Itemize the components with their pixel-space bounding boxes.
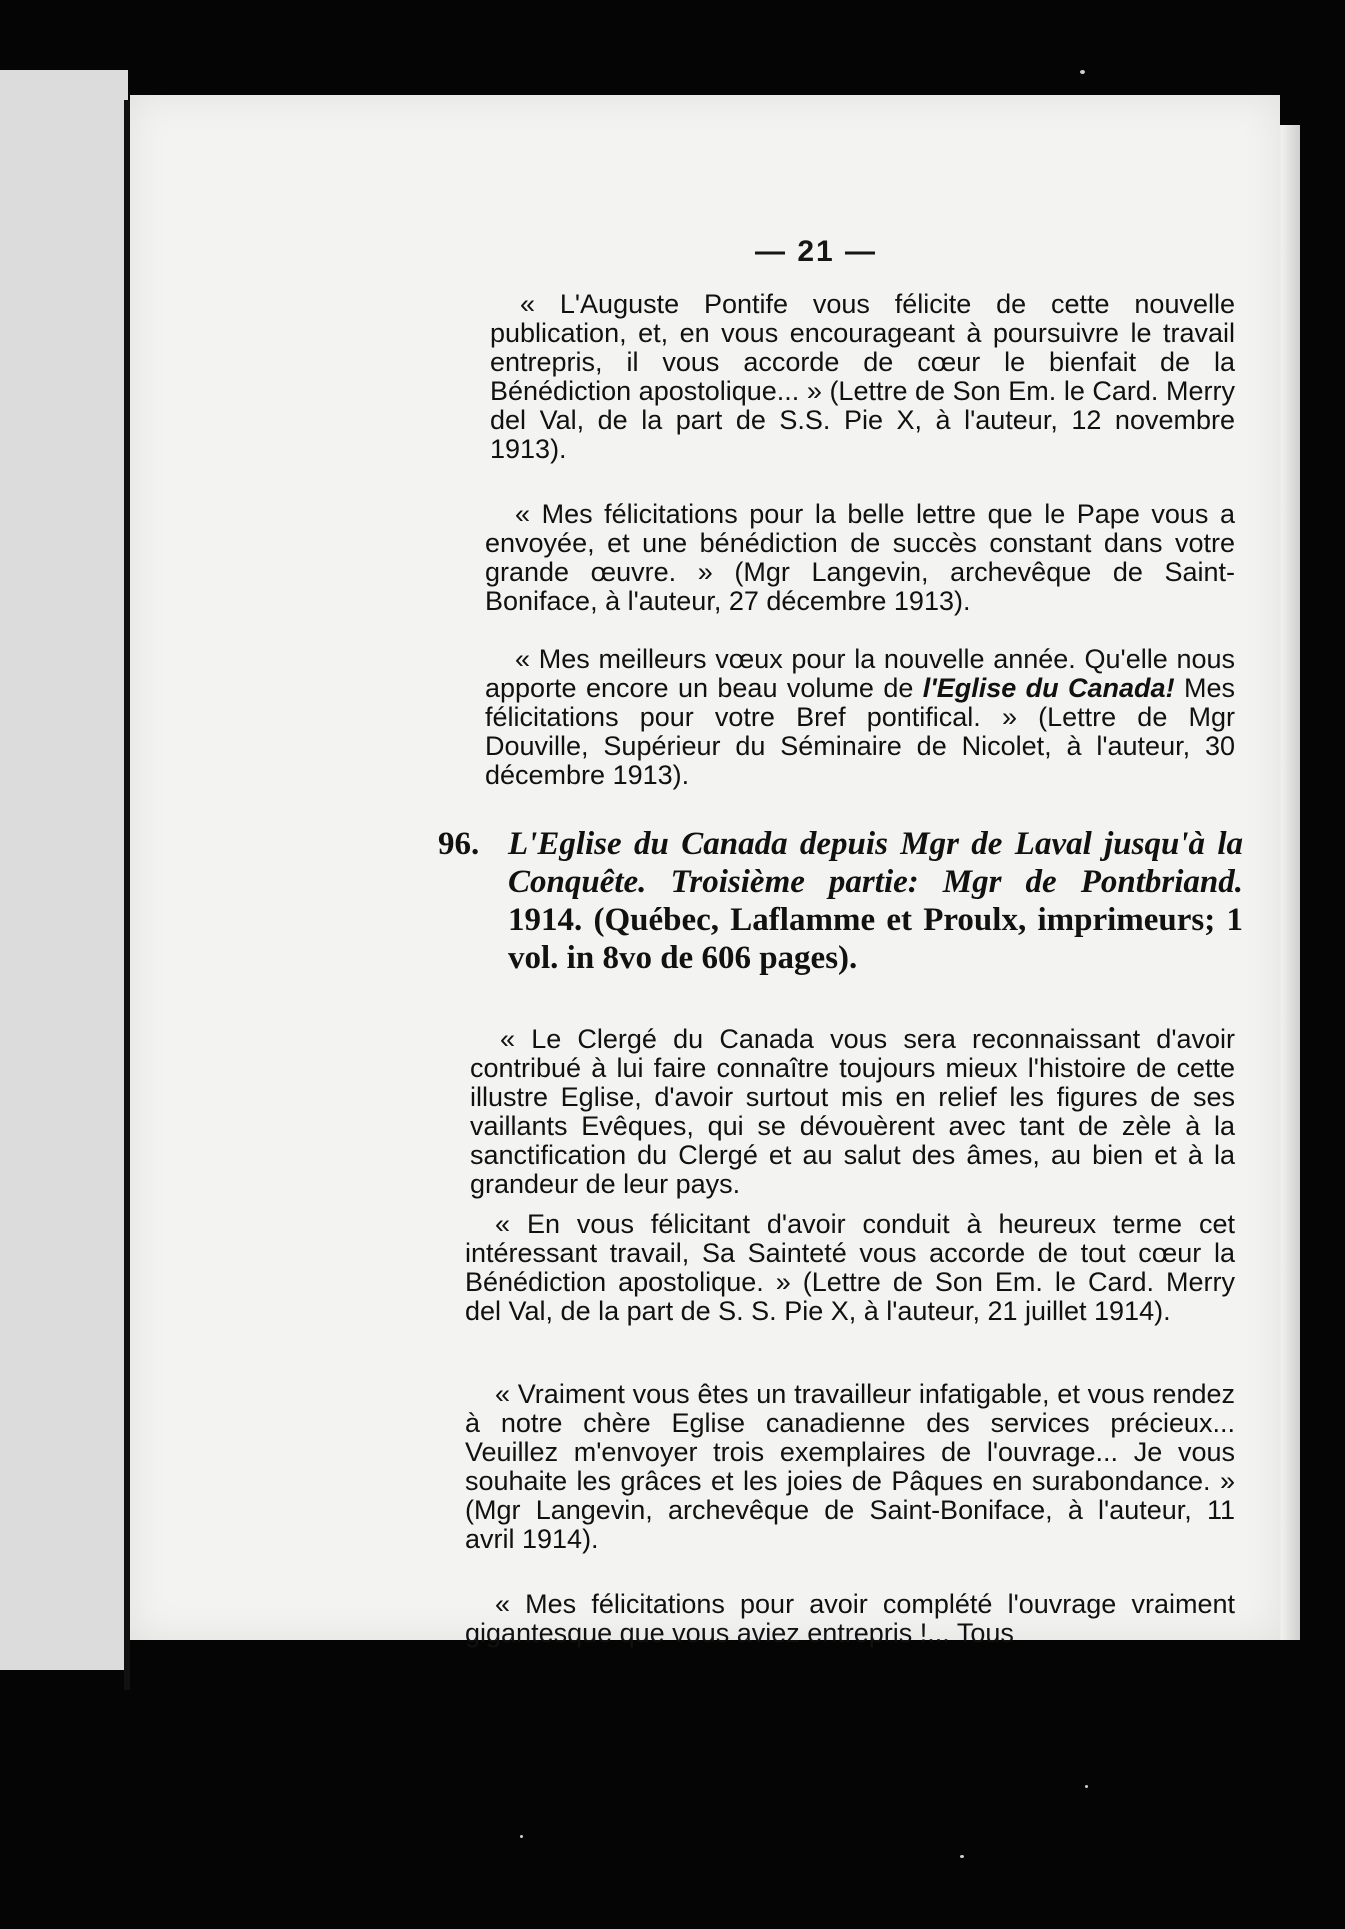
entry-number: 96.: [438, 826, 480, 862]
quote-paragraph: [485, 645, 1235, 790]
quote-paragraph: « L'Auguste Pontife vous félicite de cette nouvelle publication, et, en vous encourageant à poursuivre le travail entrepris, il vous accorde de cœur le bienfait de la Bénédiction apostolique... » (Lettre de Son Em. le Card. Merry del Val, de la part de S.S. Pie X, à l'auteur, 12 novembre 1913).: [490, 289, 1235, 464]
quote-paragraph: « Mes félicitations pour avoir complété l'ouvrage vraiment gigantesque que vous aviez entrepris !... Tous: [465, 1589, 1235, 1648]
entry-publication: 1914. (Québec, Laflamme et Proulx, imprimeurs; 1 vol. in 8vo de 606 pages).: [508, 902, 1243, 976]
left-page-edge: [0, 70, 128, 1670]
scan-speck: [960, 1855, 964, 1858]
quote-italic-title: l'Eglise du Canada!: [922, 673, 1175, 703]
quote-text: Mes félicitations pour votre Bref pontifical. » (Lettre de Mgr Douville, Supérieur du Séminaire de Nicolet, à l'auteur, 30 décembre 1913).: [485, 673, 1235, 790]
quote-paragraph: « Mes félicitations pour la belle lettre que le Pape vous a envoyée, et une bénédiction de succès constant dans votre grande œuvre. » (Mgr Langevin, archevêque de Saint-Boniface, à l'auteur, 27 décembre 1913).: [485, 499, 1235, 616]
entry-title: L'Eglise du Canada depuis Mgr de Laval jusqu'à la Conquête. Troisième partie: Mgr de Pontbriand.: [508, 826, 1243, 900]
quote-text: « Mes meilleurs vœux pour la nouvelle année. Qu'elle nous apporte encore un beau volume de: [485, 644, 1235, 703]
quote-paragraph: « En vous félicitant d'avoir conduit à heureux terme cet intéressant travail, Sa Sainteté vous accorde de tout cœur la Bénédiction apostolique. » (Lettre de Son Em. le Card. Merry del Val, de la part de S. S. Pie X, à l'auteur, 21 juillet 1914).: [465, 1209, 1235, 1326]
scan-speck: [1085, 1785, 1088, 1788]
entry-text: [508, 825, 1243, 977]
quote-paragraph: « Le Clergé du Canada vous sera reconnaissant d'avoir contribué à lui faire connaître toujours mieux l'histoire de cette illustre Eglise, d'avoir surtout mis en relief les figures de ses vaillants Evêques, qui se dévouèrent avec tant de zèle à la sanctification du Clergé et au salut des âmes, au bien et à la grandeur de leur pays.: [470, 1024, 1235, 1199]
page-number: — 21 —: [755, 235, 878, 268]
book-page: [130, 95, 1280, 1648]
scan-speck: [1080, 70, 1085, 74]
scan-speck: [520, 1835, 523, 1838]
quote-paragraph: « Vraiment vous êtes un travailleur infatigable, et vous rendez à notre chère Eglise canadienne des services précieux... Veuillez m'envoyer trois exemplaires de l'ouvrage... Je vous souhaite les grâces et les joies de Pâques en surabondance. » (Mgr Langevin, archevêque de Saint-Boniface, à l'auteur, 11 avril 1914).: [465, 1379, 1235, 1554]
bibliography-entry: [438, 825, 1243, 977]
